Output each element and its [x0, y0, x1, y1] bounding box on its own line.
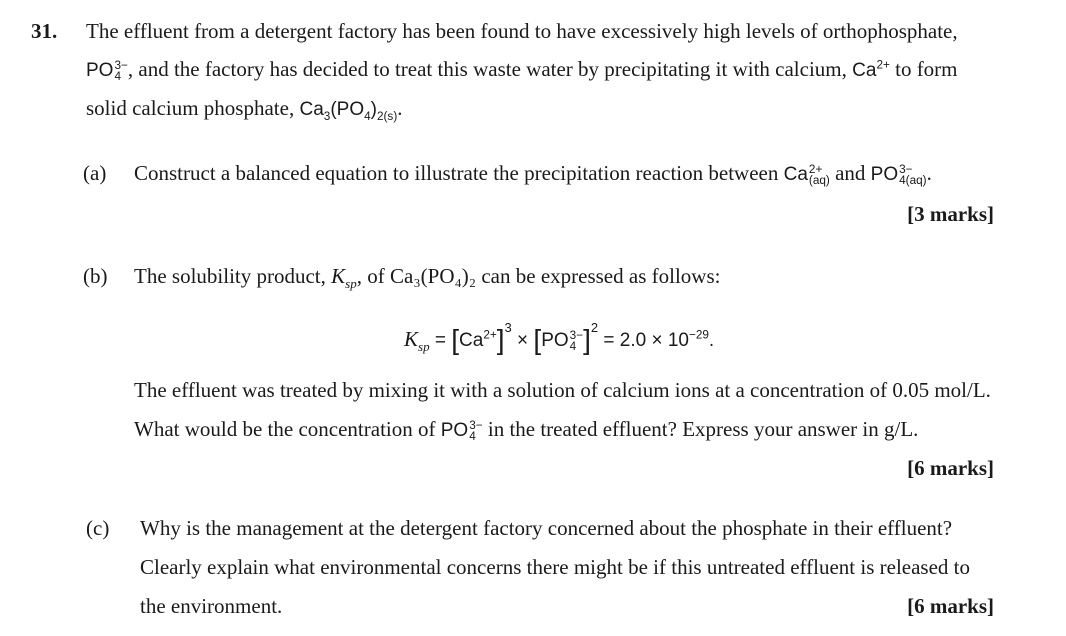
formula-part: (PO — [330, 99, 365, 120]
sp-subscript: sp — [345, 276, 357, 292]
ion-subscript: 4 — [469, 429, 476, 443]
question-intro-line1: The effluent from a detergent factory has been found to have excessively high levels of orthophosphate, — [86, 19, 958, 43]
calcium-ion — [852, 60, 890, 81]
part-a-label: (a) — [83, 161, 107, 185]
phosphate-ion — [86, 60, 128, 81]
exponent: 2 — [590, 320, 599, 335]
part-b-question-text: in the treated effluent? Express your answer in g/L. — [482, 417, 919, 441]
ion-charge: 3− — [899, 162, 913, 176]
formula-subscript: 2(s) — [376, 109, 398, 123]
left-bracket: [ — [451, 324, 460, 355]
calcium-phosphate-formula — [299, 99, 398, 123]
ion-symbol: PO — [86, 60, 114, 81]
formula-part: ) — [370, 99, 377, 120]
ion-charge: 3− — [114, 58, 128, 72]
sp-subscript: sp — [418, 339, 430, 355]
ion-charge: 3− — [469, 418, 483, 432]
ion-state: 4(aq) — [899, 173, 927, 187]
ksp-exponent: −29 — [688, 328, 709, 342]
part-b-intro-text: , of Ca₃(PO₄)₂ can be expressed as follows: — [356, 264, 721, 288]
ksp-symbol — [331, 264, 357, 292]
question-intro-line3 — [86, 96, 402, 121]
formula-part: Ca — [299, 99, 324, 120]
part-a-text — [134, 161, 932, 186]
right-bracket: ] — [583, 324, 591, 355]
part-c-marks: [6 marks] — [907, 594, 994, 618]
ion-symbol: Ca — [459, 330, 484, 351]
equals-sign: = — [429, 330, 452, 351]
ion-state: (aq) — [808, 173, 830, 187]
intro-text: . — [397, 96, 403, 120]
ion-charge: 2+ — [808, 162, 823, 176]
ion-subscript: 4 — [569, 339, 577, 353]
sentence-end: . — [708, 330, 715, 351]
times-sign: × — [511, 330, 534, 351]
part-c-line1: Why is the management at the detergent factory concerned about the phosphate in their effluent? — [140, 516, 953, 540]
exponent: 3 — [504, 320, 512, 335]
question-intro-line2 — [86, 57, 958, 82]
part-b-label: (b) — [83, 264, 108, 288]
ion-charge: 2+ — [483, 328, 497, 342]
part-b-marks: [6 marks] — [907, 456, 994, 480]
conjunction: and — [829, 161, 871, 185]
part-b-line1: The effluent was treated by mixing it with a solution of calcium ions at a concentration of 0.05 mol/L. — [134, 378, 991, 402]
sentence-end: . — [926, 161, 932, 185]
formula-subscript: 4 — [364, 109, 371, 123]
part-a-marks: [3 marks] — [907, 202, 994, 226]
ksp-equation — [404, 320, 714, 356]
intro-text: to form — [889, 57, 958, 81]
part-c-line2: Clearly explain what environmental concerns there might be if this untreated effluent is released to — [140, 555, 970, 579]
formula-subscript: 3 — [323, 109, 331, 123]
ion-subscript: 4 — [114, 69, 121, 83]
part-b-question-text: What would be the concentration of — [134, 417, 441, 441]
ion-symbol: Ca — [852, 60, 877, 81]
part-b-intro — [134, 264, 721, 292]
phosphate-ion — [441, 420, 483, 441]
part-c-line3: the environment. — [140, 594, 283, 618]
ion-symbol: PO — [870, 164, 899, 185]
left-bracket: [ — [533, 324, 542, 355]
right-bracket: ] — [496, 324, 505, 355]
k-letter: K — [404, 327, 419, 351]
ksp-value: = 2.0 × 10 — [598, 330, 689, 351]
part-a-prompt: Construct a balanced equation to illustrate the precipitation reaction between — [134, 161, 784, 185]
intro-text: , and the factory has decided to treat this waste water by precipitating it with calcium, — [127, 57, 853, 81]
intro-text: solid calcium phosphate, — [86, 96, 300, 120]
ion-charge: 3− — [569, 328, 584, 342]
question-number: 31. — [31, 19, 58, 43]
phosphate-ion-aq — [871, 164, 927, 185]
ion-symbol: PO — [541, 330, 569, 351]
equation-k — [404, 327, 430, 355]
part-c-label: (c) — [86, 516, 110, 540]
ion-charge: 2+ — [876, 58, 890, 72]
calcium-ion-aq — [784, 164, 830, 185]
part-b-intro-text: The solubility product, — [134, 264, 332, 288]
ion-symbol: Ca — [783, 164, 808, 185]
k-letter: K — [331, 264, 346, 288]
ion-symbol: PO — [440, 420, 469, 441]
part-b-line2 — [134, 417, 918, 442]
